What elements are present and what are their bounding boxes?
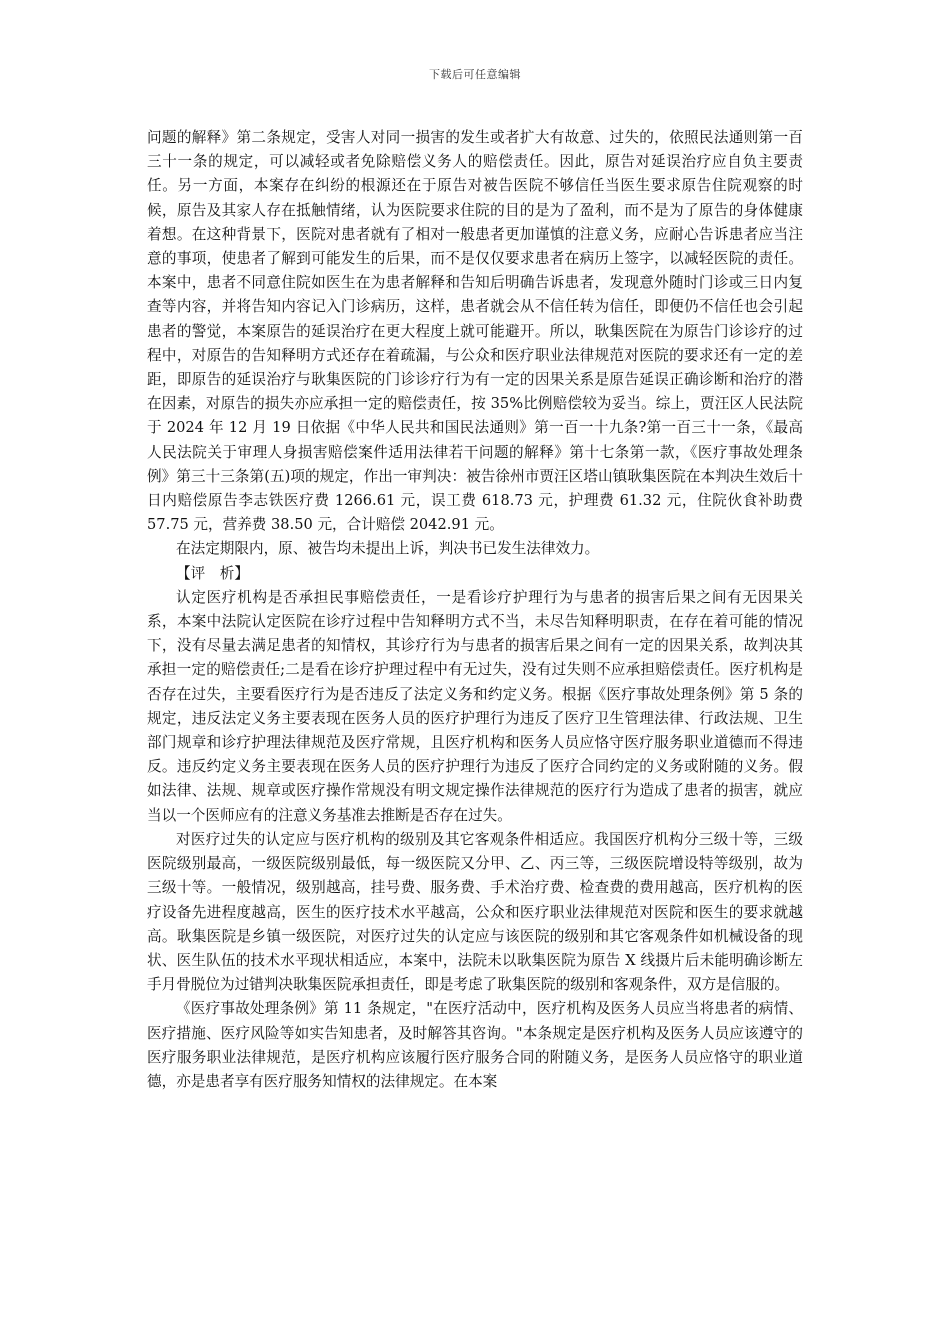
paragraph-5: 《医疗事故处理条例》第 11 条规定，"在医疗活动中，医疗机构及医务人员应当将患者的病情、医疗措施、医疗风险等如实告知患者，及时解答其咨询。"本条规定是医疗机构及医务人员应该遵守的医疗服务职业法律规范，是医疗机构应该履行医疗服务合同的附随义务，是医务人员应恪守的职业道德，亦是患者享有医疗服务知情权的法律规定。在本案 (147, 1000, 803, 1090)
paragraph-2: 在法定期限内，原、被告均未提出上诉，判决书已发生法律效力。 (176, 540, 600, 558)
paragraph-3: 认定医疗机构是否承担民事赔偿责任，一是看诊疗护理行为与患者的损害后果之间有无因果关系，本案中法院认定医院在诊疗过程中告知释明方式不当，未尽告知释明职责，在存在着可能的情况下，没有尽量去满足患者的知情权，其诊疗行为与患者的损害后果之间有一定的因果关系，故判决其承担一定的赔偿责任;二是看在诊疗护理过程中有无过失，没有过失则不应承担赔偿责任。医疗机构是否存在过失，主要看医疗行为是否违反了法定义务和约定义务。根据《医疗事故处理条例》第 5 条的规定，违反法定义务主要表现在医务人员的医疗护理行为违反了医疗卫生管理法律、行政法规、卫生部门规章和诊疗护理法律规范及医疗常规，且医疗机构和医务人员应恪守医疗服务职业道德而不得违反。违反约定义务主要表现在医务人员的医疗护理行为违反了医疗合同约定的义务或附随的义务。假如法律、法规、规章或医疗操作常规没有明文规定操作法律规范的医疗行为造成了患者的损害，就应当以一个医师应有的注意义务基准去推断是否存在过失。 (147, 588, 803, 824)
page-header: 下载后可任意编辑 (429, 68, 521, 81)
document-body (147, 126, 803, 1094)
section-heading: 【评 析】 (176, 564, 249, 582)
paragraph-4: 对医疗过失的认定应与医疗机构的级别及其它客观条件相适应。我国医疗机构分三级十等，三级医院级别最高，一级医院级别最低，每一级医院又分甲、乙、丙三等，三级医院增设特等级别，故为三级十等。一般情况，级别越高，挂号费、服务费、手术治疗费、检查费的费用越高，医疗机构的医疗设备先进程度越高，医生的医疗技术水平越高，公众和医疗职业法律规范对医院和医生的要求就越高。耿集医院是乡镇一级医院，对医疗过失的认定应与该医院的级别和其它客观条件如机械设备的现状、医生队伍的技术水平现状相适应，本案中，法院未以耿集医院为原告 X 线摄片后未能明确诊断左手月骨脱位为过错判决耿集医院承担责任，即是考虑了耿集医院的级别和客观条件，双方是信服的。 (147, 830, 803, 994)
paragraph-1: 问题的解释》第二条规定，受害人对同一损害的发生或者扩大有故意、过失的，依照民法通则第一百三十一条的规定，可以减轻或者免除赔偿义务人的赔偿责任。因此，原告对延误治疗应自负主要责任。另一方面，本案存在纠纷的根源还在于原告对被告医院不够信任当医生要求原告住院观察的时候，原告及其家人存在抵触情绪，认为医院要求住院的目的是为了盈利，而不是为了原告的身体健康着想。在这种背景下，医院对患者就有了相对一般患者更加谨慎的注意义务，应耐心告诉患者应当注意的事项，使患者了解到可能发生的后果，而不是仅仅要求患者在病历上签字，以减轻医院的责任。本案中，患者不同意住院如医生在为患者解释和告知后明确告诉患者，发现意外随时门诊或三日内复查等内容，并将告知内容记入门诊病历，这样，患者就会从不信任转为信任，即便仍不信任也会引起患者的警觉，本案原告的延误治疗在更大程度上就可能避开。所以，耿集医院在为原告门诊诊疗的过程中，对原告的告知释明方式还存在着疏漏，与公众和医疗职业法律规范对医院的要求还有一定的差距，即原告的延误治疗与耿集医院的门诊诊疗行为有一定的因果关系是原告延误正确诊断和治疗的潜在因素，对原告的损失亦应承担一定的赔偿责任，按 35%比例赔偿较为妥当。综上，贾汪区人民法院于 2024 年 12 月 19 日依据《中华人民共和国民法通则》第一百一十九条?第一百三十一条，《最高人民法院关于审理人身损害赔偿案件适用法律若干问题的解释》第十七条第一款，《医疗事故处理条例》第三十三条第(五)项的规定，作出一审判决：被告徐州市贾汪区塔山镇耿集医院在本判决生效后十日内赔偿原告李志铁医疗费 1266.61 元，误工费 618.73 元，护理费 61.32 元，住院伙食补助费 57.75 元，营养费 38.50 元，合计赔偿 2042.91 元。 (147, 129, 803, 534)
